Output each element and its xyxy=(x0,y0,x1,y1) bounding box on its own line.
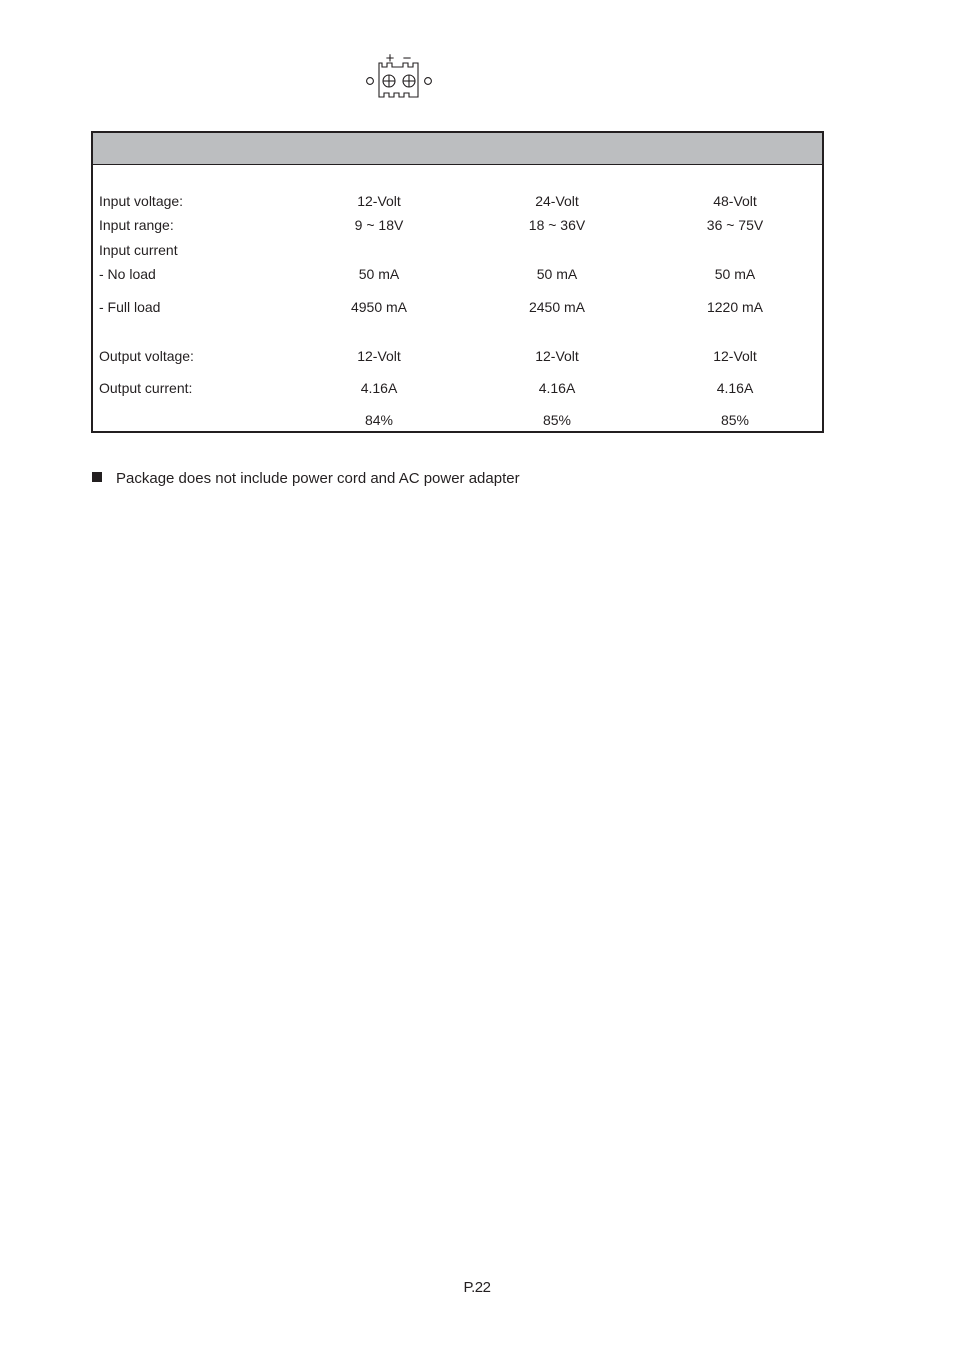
value-12v-model: 4.16A xyxy=(360,380,398,396)
row-label: - No load xyxy=(99,266,156,282)
row-label: Output voltage: xyxy=(99,348,194,364)
value-24v-model: 18 ~ 36V xyxy=(528,217,586,233)
value-48v-model: 48-Volt xyxy=(713,193,757,209)
value-24v-model: 85% xyxy=(542,412,572,428)
value-12v-model: 9 ~ 18V xyxy=(354,217,404,233)
row-label: Input range: xyxy=(99,217,174,233)
value-12v-model: 4950 mA xyxy=(350,299,408,315)
package-note xyxy=(92,468,520,490)
spec-table xyxy=(91,131,824,433)
table-row xyxy=(93,410,822,430)
value-48v-model: 85% xyxy=(720,412,750,428)
value-48v-model: 12-Volt xyxy=(713,348,757,364)
value-24v-model: 4.16A xyxy=(538,380,576,396)
value-12v-model: 50 mA xyxy=(358,266,400,282)
value-48v-model: 36 ~ 75V xyxy=(706,217,764,233)
value-12v-model: 12-Volt xyxy=(357,193,401,209)
table-row xyxy=(93,264,822,284)
dc-terminal-block-icon xyxy=(362,50,436,102)
value-48v-model: 1220 mA xyxy=(706,299,764,315)
value-48v-model: 4.16A xyxy=(716,380,754,396)
minus-symbol: − xyxy=(402,50,412,67)
table-row xyxy=(93,240,822,260)
table-row xyxy=(93,346,822,366)
page-number: P.22 xyxy=(463,1279,491,1296)
value-48v-model: 50 mA xyxy=(714,266,756,282)
value-24v-model: 24-Volt xyxy=(535,193,579,209)
row-label: Input current xyxy=(99,242,178,258)
table-row xyxy=(93,215,822,235)
table-row xyxy=(93,191,822,211)
package-note-text: Package does not include power cord and AC power adapter xyxy=(116,470,520,487)
value-24v-model: 50 mA xyxy=(536,266,578,282)
plus-symbol: + xyxy=(385,50,395,67)
spec-table-header xyxy=(93,133,822,165)
value-12v-model: 84% xyxy=(364,412,394,428)
row-label: Output current: xyxy=(99,380,193,396)
row-label: Input voltage: xyxy=(99,193,184,209)
square-bullet-icon xyxy=(92,472,102,482)
table-row xyxy=(93,297,822,317)
table-row xyxy=(93,378,822,398)
value-24v-model: 2450 mA xyxy=(528,299,586,315)
value-12v-model: 12-Volt xyxy=(357,348,401,364)
value-24v-model: 12-Volt xyxy=(535,348,579,364)
row-label: - Full load xyxy=(99,299,161,315)
